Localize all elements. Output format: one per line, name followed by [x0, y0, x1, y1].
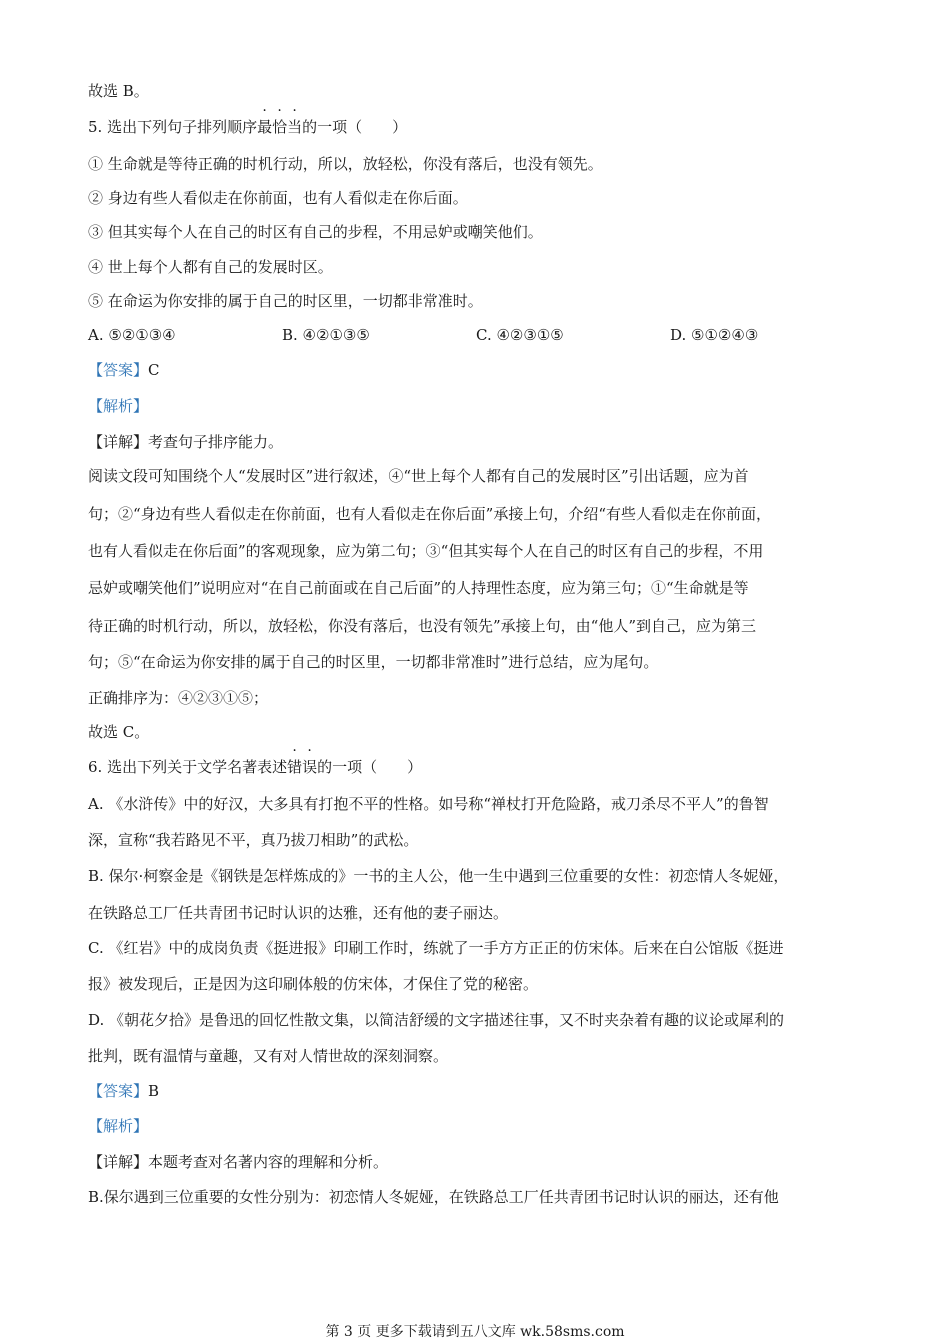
page-footer: 第 3 页 更多下载请到五八文库 wk.58sms.com: [325, 1324, 625, 1340]
q5-explanation-line: 忌妒或嘲笑他们”说明应对“在自己前面或在自己后面”的人持理性态度，应为第三句；①“生命就是等: [88, 579, 749, 597]
emphasis-char: 恰: [272, 118, 288, 136]
q5-detail: 【详解】考查句子排序能力。: [88, 433, 284, 451]
q5-explanation-line: 也有人看似走在你后面”的客观现象，应为第二句；③“但其实每个人在自己的时区有自己的步程，不用: [88, 542, 764, 560]
previous-conclusion: 故选 B。: [88, 82, 149, 100]
q6-analysis-tag: 【解析】: [88, 1117, 149, 1135]
q6-stem: 6. 选出下列关于文学名著表述错误的一项（ ）: [88, 758, 423, 776]
emphasis-char: 误: [302, 758, 318, 776]
q6-option-line: C. 《红岩》中的成岗负责《挺进报》印刷工作时，练就了一手方方正正的仿宋体。后来在白公馆版《挺进: [88, 939, 784, 957]
q5-answer: 【答案】C: [88, 361, 160, 379]
q5-sentence: ② 身边有些人看似走在你前面，也有人看似走在你后面。: [88, 189, 468, 207]
q5-sentence: ⑤ 在命运为你安排的属于自己的时区里，一切都非常准时。: [88, 292, 483, 310]
q5-stem: 5. 选出下列句子排列顺序最恰当的一项（ ）: [88, 118, 408, 136]
q5-conclusion: 故选 C。: [88, 723, 150, 741]
q5-option-b: B. ④②①③⑤: [282, 326, 370, 344]
emphasis-char: 当: [287, 118, 303, 136]
q6-option-line: 批判，既有温情与童趣，又有对人情世故的深刻洞察。: [88, 1047, 449, 1065]
q5-sentence: ③ 但其实每个人在自己的时区有自己的步程，不用忌妒或嘲笑他们。: [88, 223, 543, 241]
q5-sentence: ④ 世上每个人都有自己的发展时区。: [88, 258, 333, 276]
answer-tag: 【答案】: [88, 361, 149, 379]
q5-explanation-line: 句；⑤“在命运为你安排的属于自己的时区里，一切都非常准时”进行总结，应为尾句。: [88, 653, 659, 671]
q5-order: 正确排序为：④②③①⑤；: [88, 689, 269, 707]
q6-detail: 【详解】本题考查对名著内容的理解和分析。: [88, 1153, 389, 1171]
q6-option-line: A. 《水浒传》中的好汉，大多具有打抱不平的性格。如号称“禅杖打开危险路，戒刀杀尽不平人”的鲁智: [88, 795, 769, 813]
q5-explanation-line: 句；②“身边有些人看似走在你前面，也有人看似走在你后面”承接上句，介绍“有些人看似走在你前面，: [88, 505, 772, 523]
q6-answer: 【答案】B: [88, 1082, 160, 1100]
q6-explanation-line: B.保尔遇到三位重要的女性分别为：初恋情人冬妮娅，在铁路总工厂任共青团书记时认识的丽达，还有他: [88, 1188, 779, 1206]
q5-option-a: A. ⑤②①③④: [88, 326, 176, 344]
detail-tag: 【详解】: [88, 433, 149, 451]
detail-tag: 【详解】: [88, 1153, 149, 1171]
q5-option-c: C. ④②③①⑤: [476, 326, 564, 344]
q6-option-line: 在铁路总工厂任共青团书记时认识的达雅，还有他的妻子丽达。: [88, 904, 509, 922]
emphasis-char: 错: [287, 758, 303, 776]
q5-explanation-line: 阅读文段可知围绕个人“发展时区”进行叙述，④“世上每个人都有自己的发展时区”引出话题，应为首: [88, 467, 749, 485]
q5-explanation-line: 待正确的时机行动，所以，放轻松，你没有落后，也没有领先”承接上句，由“他人”到自己，应为第三: [88, 617, 757, 635]
q6-option-line: B. 保尔·柯察金是《钢铁是怎样炼成的》一书的主人公，他一生中遇到三位重要的女性：初恋情人冬妮娅，: [88, 867, 789, 885]
q5-sentence: ① 生命就是等待正确的时机行动，所以，放轻松，你没有落后，也没有领先。: [88, 155, 603, 173]
q6-option-line: 报》被发现后，正是因为这印刷体般的仿宋体，才保住了党的秘密。: [88, 975, 539, 993]
q6-option-line: 深，宣称“我若路见不平，真乃拔刀相助”的武松。: [88, 831, 419, 849]
q5-option-d: D. ⑤①②④③: [670, 326, 759, 344]
q5-options: [88, 324, 878, 346]
emphasis-char: 最: [257, 118, 273, 136]
q6-option-line: D. 《朝花夕拾》是鲁迅的回忆性散文集，以简洁舒缓的文字描述往事，又不时夹杂着有趣的议论或犀利的: [88, 1011, 785, 1029]
q5-analysis-tag: 【解析】: [88, 397, 149, 415]
answer-tag: 【答案】: [88, 1082, 149, 1100]
